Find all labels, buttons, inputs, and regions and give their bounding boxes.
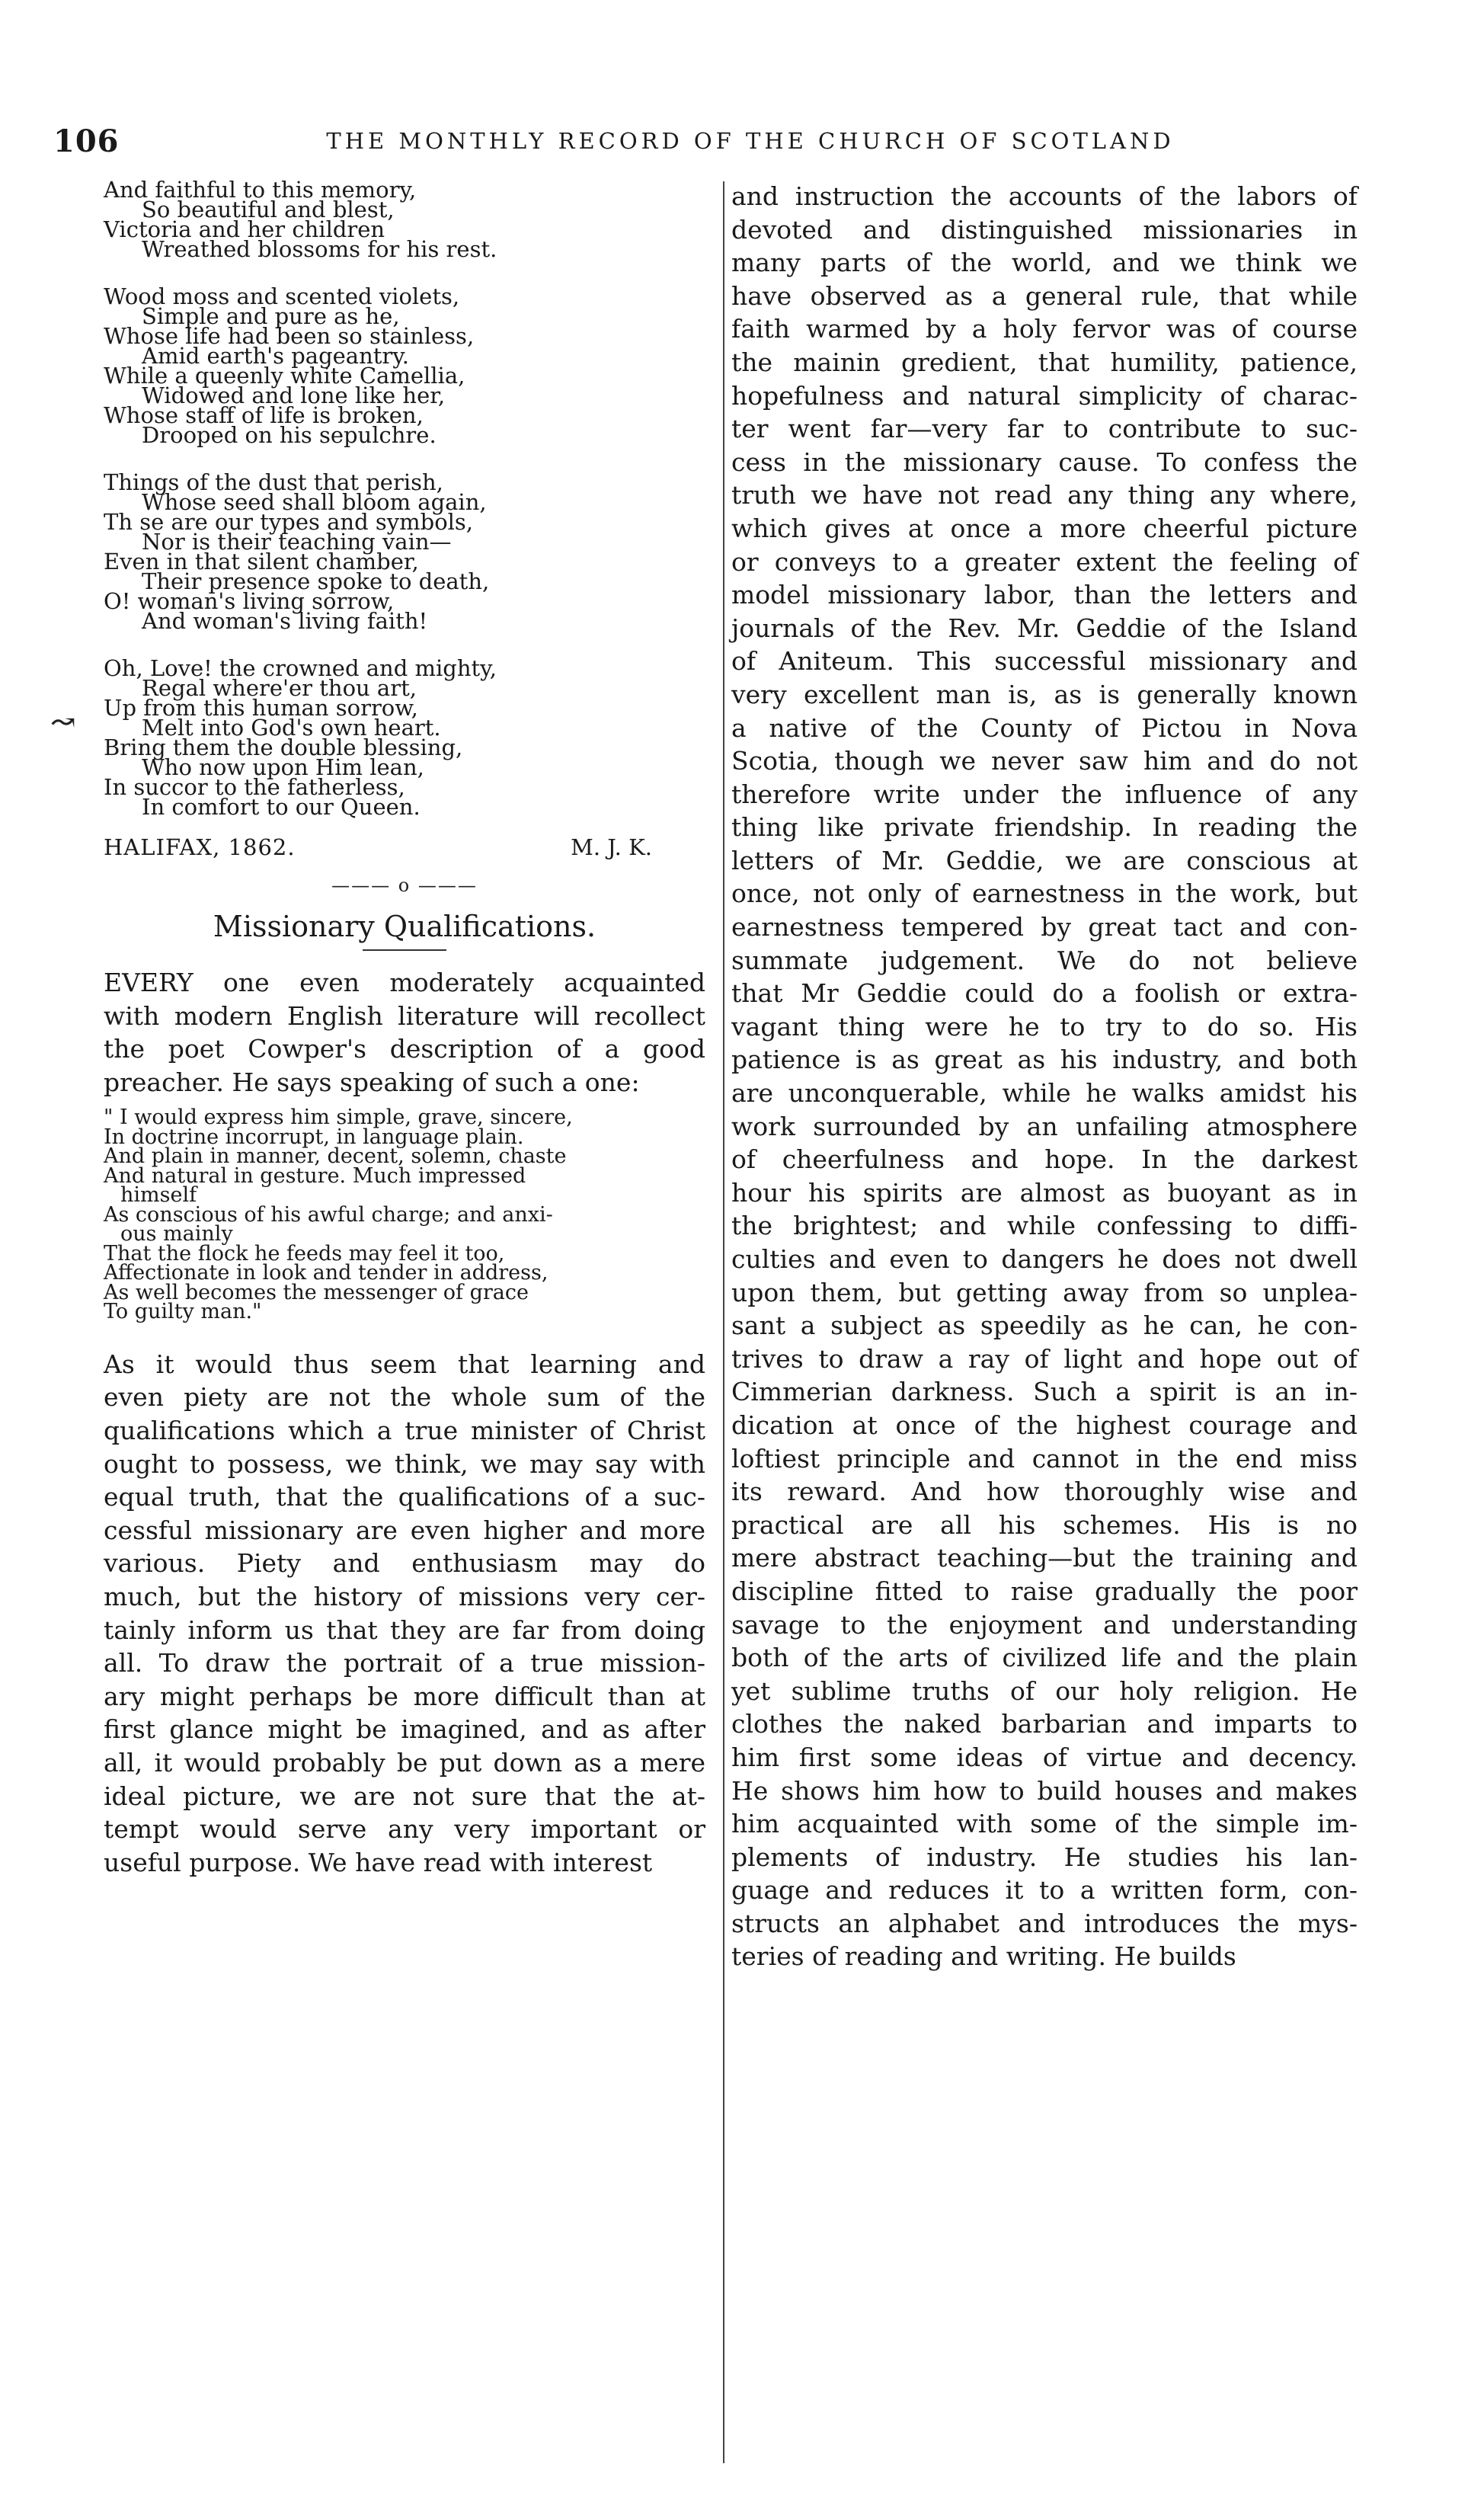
body-line: upon them, but getting away from so unplea- xyxy=(731,1277,1358,1307)
body-line: ter went far—very far to contribute to suc- xyxy=(731,414,1358,444)
body-line: teries of reading and writing. He builds xyxy=(731,1941,1236,1972)
poem-line: So beautiful and blest, xyxy=(142,197,395,222)
body-line: guage and reduces it to a written form, con- xyxy=(731,1875,1358,1906)
poem-line: Victoria and her children xyxy=(104,216,385,242)
margin-mark-icon: ↝ xyxy=(50,705,76,740)
quote-line: " I would express him simple, grave, sincere, xyxy=(104,1106,573,1130)
poem-line: Whose life had been so stainless, xyxy=(104,323,475,349)
body-line: ary might perhaps be more difficult than at xyxy=(104,1681,705,1711)
poem-line: Bring them the double blessing, xyxy=(104,734,463,760)
article-intro xyxy=(104,966,705,1099)
body-line: of cheerfulness and hope. In the darkest xyxy=(731,1144,1358,1175)
title-rule xyxy=(363,949,446,951)
body-line: much, but the history of missions very cer- xyxy=(104,1582,705,1612)
poem-line: Their presence spoke to death, xyxy=(142,568,490,594)
body-line: He shows him how to build houses and makes xyxy=(731,1775,1358,1806)
body-line: Scotia, though we never saw him and do not xyxy=(731,746,1358,776)
body-line: clothes the naked barbarian and imparts to xyxy=(731,1709,1358,1739)
body-line: patience is as great as his industry, and both xyxy=(731,1045,1358,1075)
body-line: cessful missionary are even higher and more xyxy=(104,1515,705,1545)
section-divider: ——— o ——— xyxy=(331,875,478,896)
body-line: savage to the enjoyment and understanding xyxy=(731,1609,1358,1640)
article-title: Missionary Qualifications. xyxy=(213,910,596,943)
body-line: a native of the County of Pictou in Nova xyxy=(731,712,1358,743)
body-line: which gives at once a more cheerful picture xyxy=(731,513,1358,543)
poem-line: Whose seed shall bloom again, xyxy=(142,489,487,515)
body-line: qualifications which a true minister of Christ xyxy=(104,1416,705,1446)
poem-stanza xyxy=(104,469,705,634)
poem-line: And faithful to this memory, xyxy=(104,177,417,203)
poem-line: Drooped on his sepulchre. xyxy=(142,422,437,448)
body-line: vagant thing were he to try to do so. His xyxy=(731,1011,1358,1042)
body-line: faith warmed by a holy fervor was of course xyxy=(731,314,1358,344)
poem-line: Wood moss and scented violets, xyxy=(104,283,460,309)
body-line: model missionary labor, than the letters and xyxy=(731,580,1358,610)
quote-line: To guilty man." xyxy=(104,1300,262,1324)
poem-line: Wreathed blossoms for his rest. xyxy=(142,236,497,262)
body-line: therefore write under the influence of any xyxy=(731,779,1358,809)
body-line: earnestness tempered by great tact and con- xyxy=(731,912,1358,942)
body-line: devoted and distinguished missionaries in xyxy=(731,214,1358,245)
poem-line: Up from this human sorrow, xyxy=(104,695,418,721)
body-line: have observed as a general rule, that while xyxy=(731,280,1358,311)
poem-line: Widowed and lone like her, xyxy=(142,382,446,408)
column-divider xyxy=(723,181,724,2463)
poem-line: Even in that silent chamber, xyxy=(104,549,419,574)
poem-line: Oh, Love! the crowned and mighty, xyxy=(104,655,497,681)
body-line: equal truth, that the qualifications of a suc- xyxy=(104,1482,705,1512)
right-body-text xyxy=(731,180,1358,1973)
poem xyxy=(104,177,705,820)
body-line: very excellent man is, as is generally known xyxy=(731,679,1358,709)
body-line: discipline fitted to raise gradually the poor xyxy=(731,1576,1358,1606)
body-line: various. Piety and enthusiasm may do xyxy=(104,1548,705,1579)
body-line: Cimmerian darkness. Such a spirit is an in- xyxy=(731,1377,1358,1407)
body-line: all, it would probably be put down as a mere xyxy=(104,1748,705,1778)
body-line: summate judgement. We do not believe xyxy=(731,945,1358,975)
body-line: and instruction the accounts of the labors of xyxy=(731,181,1358,211)
body-line: the brightest; and while confessing to diffi- xyxy=(731,1211,1358,1241)
body-line: of Aniteum. This successful missionary and xyxy=(731,646,1358,677)
quote-line: As well becomes the messenger of grace xyxy=(104,1280,529,1304)
body-line: practical are all his schemes. His is no xyxy=(731,1509,1358,1540)
body-line: the mainin gredient, that humility, patience, xyxy=(731,347,1358,377)
body-line: plements of industry. He studies his lan- xyxy=(731,1842,1358,1872)
poem-line: And woman's living faith! xyxy=(142,608,428,634)
running-title: THE MONTHLY RECORD OF THE CHURCH OF SCOTLAND xyxy=(326,128,1175,154)
body-line: dication at once of the highest courage and xyxy=(731,1410,1358,1440)
body-line: first glance might be imagined, and as after xyxy=(104,1714,705,1745)
poem-stanza xyxy=(104,177,705,262)
poem-line: Amid earth's pageantry. xyxy=(142,343,410,369)
body-line: letters of Mr. Geddie, we are conscious at xyxy=(731,845,1358,875)
poem-line: In comfort to our Queen. xyxy=(142,794,421,820)
body-line: tainly inform us that they are far from doing xyxy=(104,1614,705,1645)
body-line: structs an alphabet and introduces the mys- xyxy=(731,1908,1358,1938)
body-line: yet sublime truths of our holy religion. He xyxy=(731,1675,1358,1706)
body-line: mere abstract teaching—but the training and xyxy=(731,1543,1358,1573)
right-column xyxy=(731,180,1358,1973)
poem-line: Melt into God's own heart. xyxy=(142,715,441,741)
body-line: or conveys to a greater extent the feeling of xyxy=(731,546,1358,577)
body-line: loftiest principle and cannot in the end miss xyxy=(731,1443,1358,1474)
quote-line: In doctrine incorrupt, in language plain. xyxy=(104,1125,524,1149)
body-line: him acquainted with some of the simple im- xyxy=(731,1809,1358,1839)
intro-line: preacher. He says speaking of such a one: xyxy=(104,1067,640,1097)
body-line: sant a subject as speedily as he can, he con- xyxy=(731,1310,1358,1341)
body-line: both of the arts of civilized life and the plain xyxy=(731,1643,1358,1673)
poem-stanza xyxy=(104,283,705,448)
body-line: culties and even to dangers he does not dwell xyxy=(731,1244,1358,1274)
body-line: As it would thus seem that learning and xyxy=(104,1349,705,1379)
poem-line: Things of the dust that perish, xyxy=(104,469,443,495)
body-line: all. To draw the portrait of a true mission- xyxy=(104,1648,705,1678)
quote-line: As conscious of his awful charge; and anxi- xyxy=(104,1202,553,1227)
body-line: cess in the missionary cause. To confess the xyxy=(731,446,1358,477)
poem-signature xyxy=(104,834,705,861)
poem-line: Simple and pure as he, xyxy=(142,303,400,329)
quote-line: And plain in manner, decent, solemn, chaste xyxy=(104,1144,567,1169)
body-line: hopefulness and natural simplicity of charac- xyxy=(731,380,1358,411)
intro-line: with modern English literature will recollect xyxy=(104,1000,705,1031)
poem-author-initials: M. J. K. xyxy=(571,834,652,860)
body-line: journals of the Rev. Mr. Geddie of the Island xyxy=(731,613,1358,643)
body-line: are unconquerable, while he walks amidst his xyxy=(731,1078,1358,1109)
body-line: thing like private friendship. In reading the xyxy=(731,812,1358,843)
quote-line: That the flock he feeds may feel it too, xyxy=(104,1241,505,1266)
body-line: many parts of the world, and we think we xyxy=(731,248,1358,278)
poem-line: Th se are our types and symbols, xyxy=(104,509,474,535)
body-line: once, not only of earnestness in the work, but xyxy=(731,878,1358,909)
quote-line: And natural in gesture. Much impressed xyxy=(104,1163,526,1188)
poem-line: Nor is their teaching vain— xyxy=(142,529,452,555)
left-column xyxy=(104,177,705,1879)
body-line: hour his spirits are almost as buoyant as in xyxy=(731,1177,1358,1208)
intro-line: EVERY one even moderately acquainted xyxy=(104,968,705,997)
quote-line: himself xyxy=(120,1183,197,1208)
body-line: ought to possess, we think, we may say with xyxy=(104,1448,705,1479)
quote-line: Affectionate in look and tender in address, xyxy=(104,1261,549,1285)
body-line: tempt would serve any very important or xyxy=(104,1814,705,1845)
left-body-text xyxy=(104,1348,705,1880)
body-line: useful purpose. We have read with interest xyxy=(104,1847,653,1877)
body-line: that Mr Geddie could do a foolish or extra- xyxy=(731,978,1358,1009)
poem-place-date: HALIFAX, 1862. xyxy=(104,834,296,860)
body-line: work surrounded by an unfailing atmosphere xyxy=(731,1111,1358,1141)
body-line: him first some ideas of virtue and decency. xyxy=(731,1742,1358,1772)
poem-line: O! woman's living sorrow, xyxy=(104,588,395,614)
intro-line: the poet Cowper's description of a good xyxy=(104,1034,705,1064)
quote-line: ous mainly xyxy=(120,1222,233,1246)
poem-line: While a queenly white Camellia, xyxy=(104,363,465,389)
poem-line: Regal where'er thou art, xyxy=(142,675,417,701)
poem-line: Who now upon Him lean, xyxy=(142,754,424,780)
poem-line: Whose staff of life is broken, xyxy=(104,402,424,428)
cowper-quote xyxy=(104,1108,705,1322)
body-line: its reward. And how thoroughly wise and xyxy=(731,1477,1358,1507)
body-line: trives to draw a ray of light and hope out of xyxy=(731,1343,1358,1374)
page-header xyxy=(53,123,1379,169)
poem-line: In succor to the fatherless, xyxy=(104,774,405,800)
poem-stanza xyxy=(104,655,705,820)
body-line: ideal picture, we are not sure that the at- xyxy=(104,1781,705,1811)
body-line: truth we have not read any thing any where, xyxy=(731,480,1358,510)
page-number: 106 xyxy=(53,123,120,159)
body-line: even piety are not the whole sum of the xyxy=(104,1382,705,1413)
